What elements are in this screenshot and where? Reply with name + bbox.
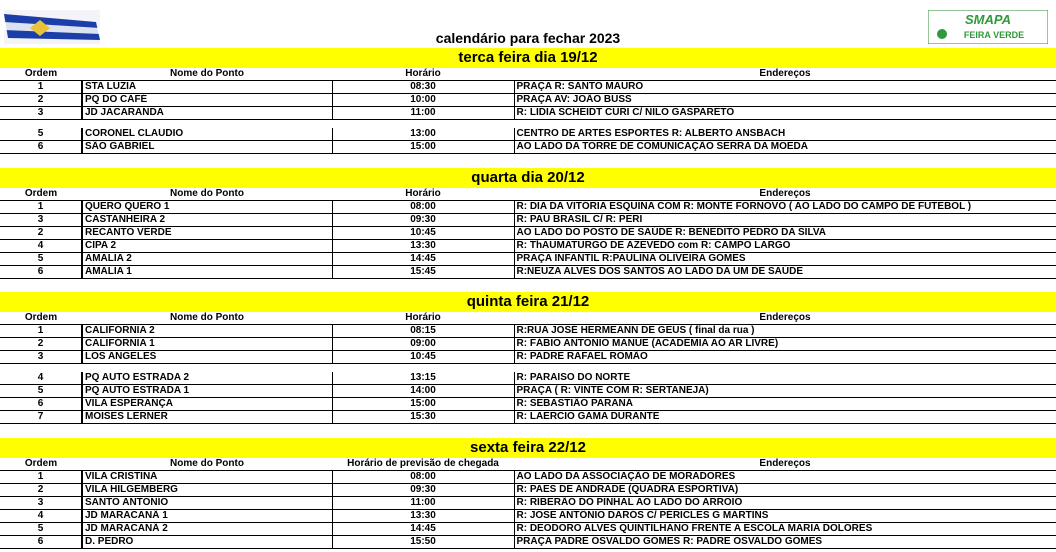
order-cell: 2 bbox=[0, 484, 82, 497]
table-row bbox=[0, 497, 1056, 510]
order-cell: 1 bbox=[0, 81, 82, 94]
table-row bbox=[0, 227, 1056, 240]
order-cell: 4 bbox=[0, 372, 82, 385]
address-cell: R: PADRE RAFAEL ROMÃO bbox=[514, 351, 1056, 364]
time-cell: 10:00 bbox=[332, 94, 514, 107]
address-cell: AO LADO DO POSTO DE SAÚDE R: BENEDITO PEDRO DA SILVA bbox=[514, 227, 1056, 240]
table-row bbox=[0, 141, 1056, 154]
address-cell: R: JOSE ANTÔNIO DARÓS C/ PÉRICLES G MARTINS bbox=[514, 510, 1056, 523]
order-cell: 4 bbox=[0, 240, 82, 253]
address-cell: AO LADO DA ASSOCIAÇÃO DE MORADORES bbox=[514, 471, 1056, 484]
table-row bbox=[0, 351, 1056, 364]
order-cell: 6 bbox=[0, 536, 82, 549]
point-name-cell: CORONEL CLAUDIO bbox=[82, 128, 332, 141]
time-cell: 09:00 bbox=[332, 338, 514, 351]
order-cell: 2 bbox=[0, 227, 82, 240]
time-cell: 10:45 bbox=[332, 351, 514, 364]
time-cell: 15:00 bbox=[332, 398, 514, 411]
address-cell: PRAÇA INFANTIL R:PAULINA OLIVEIRA GOMES bbox=[514, 253, 1056, 266]
table-row bbox=[0, 128, 1056, 141]
day-banner: quinta feira 21/12 bbox=[0, 292, 1056, 312]
point-name-cell: VILA CRISTINA bbox=[82, 471, 332, 484]
order-cell: 6 bbox=[0, 141, 82, 154]
point-name-cell: PQ DO CAFÉ bbox=[82, 94, 332, 107]
address-cell: PRAÇA R: SANTO MAURO bbox=[514, 81, 1056, 94]
column-header: Ordem bbox=[0, 312, 82, 325]
day-banner: quarta dia 20/12 bbox=[0, 168, 1056, 188]
point-name-cell: PQ AUTO ESTRADA 2 bbox=[82, 372, 332, 385]
address-cell: PRAÇA ( R: VINTE COM R: SERTANEJA) bbox=[514, 385, 1056, 398]
table-row bbox=[0, 201, 1056, 214]
column-header: Endereços bbox=[514, 68, 1056, 81]
column-header: Horário bbox=[332, 68, 514, 81]
table-header-row bbox=[0, 68, 1056, 81]
table-header-row bbox=[0, 188, 1056, 201]
point-name-cell: LOS ANGELES bbox=[82, 351, 332, 364]
time-cell: 13:00 bbox=[332, 128, 514, 141]
time-cell: 13:30 bbox=[332, 240, 514, 253]
column-header: Endereços bbox=[514, 312, 1056, 325]
schedule-table bbox=[0, 458, 1056, 549]
table-row bbox=[0, 107, 1056, 120]
point-name-cell: RECANTO VERDE bbox=[82, 227, 332, 240]
time-cell: 14:45 bbox=[332, 253, 514, 266]
address-cell: R: PAU BRASIL C/ R: PERI bbox=[514, 214, 1056, 227]
svg-text:FEIRA VERDE: FEIRA VERDE bbox=[963, 30, 1025, 40]
column-header: Ordem bbox=[0, 68, 82, 81]
table-row bbox=[0, 484, 1056, 497]
table-header-row bbox=[0, 312, 1056, 325]
address-cell: R: PARAISO DO NORTE bbox=[514, 372, 1056, 385]
table-row bbox=[0, 398, 1056, 411]
time-cell: 11:00 bbox=[332, 497, 514, 510]
order-cell: 1 bbox=[0, 325, 82, 338]
address-cell: R: DIA DA VITÓRIA ESQUINA COM R: MONTE FORNOVO ( AO LADO DO CAMPO DE FUTEBOL ) bbox=[514, 201, 1056, 214]
column-header: Endereços bbox=[514, 458, 1056, 471]
table-row bbox=[0, 214, 1056, 227]
time-cell: 15:45 bbox=[332, 266, 514, 279]
table-row bbox=[0, 471, 1056, 484]
point-name-cell: JD MARACANÃ 2 bbox=[82, 523, 332, 536]
point-name-cell: VILA HILGEMBERG bbox=[82, 484, 332, 497]
schedule-table bbox=[0, 312, 1056, 424]
table-row bbox=[0, 510, 1056, 523]
time-cell: 13:15 bbox=[332, 372, 514, 385]
address-cell: AO LADO DA TORRE DE COMUNICAÇÃO SERRA DA MOEDA bbox=[514, 141, 1056, 154]
time-cell: 15:30 bbox=[332, 411, 514, 424]
table-row bbox=[0, 253, 1056, 266]
order-cell: 2 bbox=[0, 94, 82, 107]
point-name-cell: D. PEDRO bbox=[82, 536, 332, 549]
day-banner: terca feira dia 19/12 bbox=[0, 48, 1056, 68]
column-header: Ordem bbox=[0, 188, 82, 201]
address-cell: R:RUA JOSÉ HERMEANN DE GEUS ( final da rua ) bbox=[514, 325, 1056, 338]
time-cell: 14:00 bbox=[332, 385, 514, 398]
time-cell: 09:30 bbox=[332, 484, 514, 497]
table-row bbox=[0, 385, 1056, 398]
point-name-cell: MOISES LERNER bbox=[82, 411, 332, 424]
order-cell: 5 bbox=[0, 385, 82, 398]
day-banner: sexta feira 22/12 bbox=[0, 438, 1056, 458]
order-cell: 1 bbox=[0, 471, 82, 484]
order-cell: 3 bbox=[0, 351, 82, 364]
address-cell: R: DEODORO ALVES QUINTILHANO FRENTE A ESCOLA MARIA DOLORES bbox=[514, 523, 1056, 536]
column-header: Nome do Ponto bbox=[82, 458, 332, 471]
point-name-cell: QUERO QUERO 1 bbox=[82, 201, 332, 214]
column-header: Endereços bbox=[514, 188, 1056, 201]
time-cell: 13:30 bbox=[332, 510, 514, 523]
address-cell: R: LIDIA SCHEIDT CURI C/ NILO GASPARETO bbox=[514, 107, 1056, 120]
column-header: Nome do Ponto bbox=[82, 312, 332, 325]
order-cell: 6 bbox=[0, 266, 82, 279]
column-header: Ordem bbox=[0, 458, 82, 471]
time-cell: 08:00 bbox=[332, 471, 514, 484]
point-name-cell: PQ AUTO ESTRADA 1 bbox=[82, 385, 332, 398]
order-cell: 7 bbox=[0, 411, 82, 424]
schedule-table bbox=[0, 188, 1056, 279]
schedule-table bbox=[0, 68, 1056, 154]
point-name-cell: STA LUZIA bbox=[82, 81, 332, 94]
address-cell: R: LAERCIO GAMA DURANTE bbox=[514, 411, 1056, 424]
address-cell: CENTRO DE ARTES ESPORTES R: ALBERTO ANSBACH bbox=[514, 128, 1056, 141]
address-cell: R: PAES DE ANDRADE (QUADRA ESPORTIVA) bbox=[514, 484, 1056, 497]
table-row bbox=[0, 536, 1056, 549]
time-cell: 11:00 bbox=[332, 107, 514, 120]
order-cell: 6 bbox=[0, 398, 82, 411]
order-cell: 5 bbox=[0, 523, 82, 536]
point-name-cell: JD JACARANDA bbox=[82, 107, 332, 120]
order-cell: 3 bbox=[0, 107, 82, 120]
time-cell: 15:50 bbox=[332, 536, 514, 549]
time-cell: 08:30 bbox=[332, 81, 514, 94]
address-cell: R: RIBERÃO DO PINHAL AO LADO DO ARROIO bbox=[514, 497, 1056, 510]
column-header: Horário bbox=[332, 188, 514, 201]
order-cell: 3 bbox=[0, 497, 82, 510]
table-row bbox=[0, 81, 1056, 94]
column-header: Horário bbox=[332, 312, 514, 325]
point-name-cell: CALIFÓRNIA 1 bbox=[82, 338, 332, 351]
table-row bbox=[0, 338, 1056, 351]
point-name-cell: AMALIA 2 bbox=[82, 253, 332, 266]
order-cell: 5 bbox=[0, 253, 82, 266]
table-row bbox=[0, 325, 1056, 338]
point-name-cell: CIPA 2 bbox=[82, 240, 332, 253]
point-name-cell: JD MARACANÃ 1 bbox=[82, 510, 332, 523]
order-cell: 1 bbox=[0, 201, 82, 214]
time-cell: 10:45 bbox=[332, 227, 514, 240]
order-cell: 4 bbox=[0, 510, 82, 523]
column-header: Horário de previsão de chegada bbox=[332, 458, 514, 471]
order-cell: 3 bbox=[0, 214, 82, 227]
time-cell: 14:45 bbox=[332, 523, 514, 536]
address-cell: PRAÇA PADRE OSVALDO GOMES R: PADRE OSVALDO GOMES bbox=[514, 536, 1056, 549]
address-cell: R: SEBASTIÃO PARANÁ bbox=[514, 398, 1056, 411]
address-cell: R: FÁBIO ANTONIO MANUE (ACADEMIA AO AR LIVRE) bbox=[514, 338, 1056, 351]
table-row bbox=[0, 372, 1056, 385]
point-name-cell: AMALIA 1 bbox=[82, 266, 332, 279]
order-cell: 5 bbox=[0, 128, 82, 141]
spacer-row bbox=[0, 120, 1056, 129]
column-header: Nome do Ponto bbox=[82, 68, 332, 81]
spacer-row bbox=[0, 364, 1056, 373]
table-header-row bbox=[0, 458, 1056, 471]
point-name-cell: CASTANHEIRA 2 bbox=[82, 214, 332, 227]
table-row bbox=[0, 523, 1056, 536]
time-cell: 08:15 bbox=[332, 325, 514, 338]
point-name-cell: CALIFÓRNIA 2 bbox=[82, 325, 332, 338]
address-cell: R:NEUZA ALVES DOS SANTOS AO LADO DA UM DE SAÚDE bbox=[514, 266, 1056, 279]
time-cell: 15:00 bbox=[332, 141, 514, 154]
table-row bbox=[0, 94, 1056, 107]
address-cell: R: ThAUMATURGO DE AZEVEDO com R: CAMPO LARGO bbox=[514, 240, 1056, 253]
time-cell: 08:00 bbox=[332, 201, 514, 214]
point-name-cell: SÃO GABRIEL bbox=[82, 141, 332, 154]
address-cell: PRAÇA AV: JOÃO BUSS bbox=[514, 94, 1056, 107]
order-cell: 2 bbox=[0, 338, 82, 351]
page-title: calendário para fechar 2023 bbox=[435, 30, 621, 46]
point-name-cell: VILA ESPERANÇA bbox=[82, 398, 332, 411]
column-header: Nome do Ponto bbox=[82, 188, 332, 201]
table-row bbox=[0, 266, 1056, 279]
svg-text:SMAPA: SMAPA bbox=[965, 12, 1011, 27]
point-name-cell: SANTO ANTONIO bbox=[82, 497, 332, 510]
table-row bbox=[0, 411, 1056, 424]
time-cell: 09:30 bbox=[332, 214, 514, 227]
table-row bbox=[0, 240, 1056, 253]
